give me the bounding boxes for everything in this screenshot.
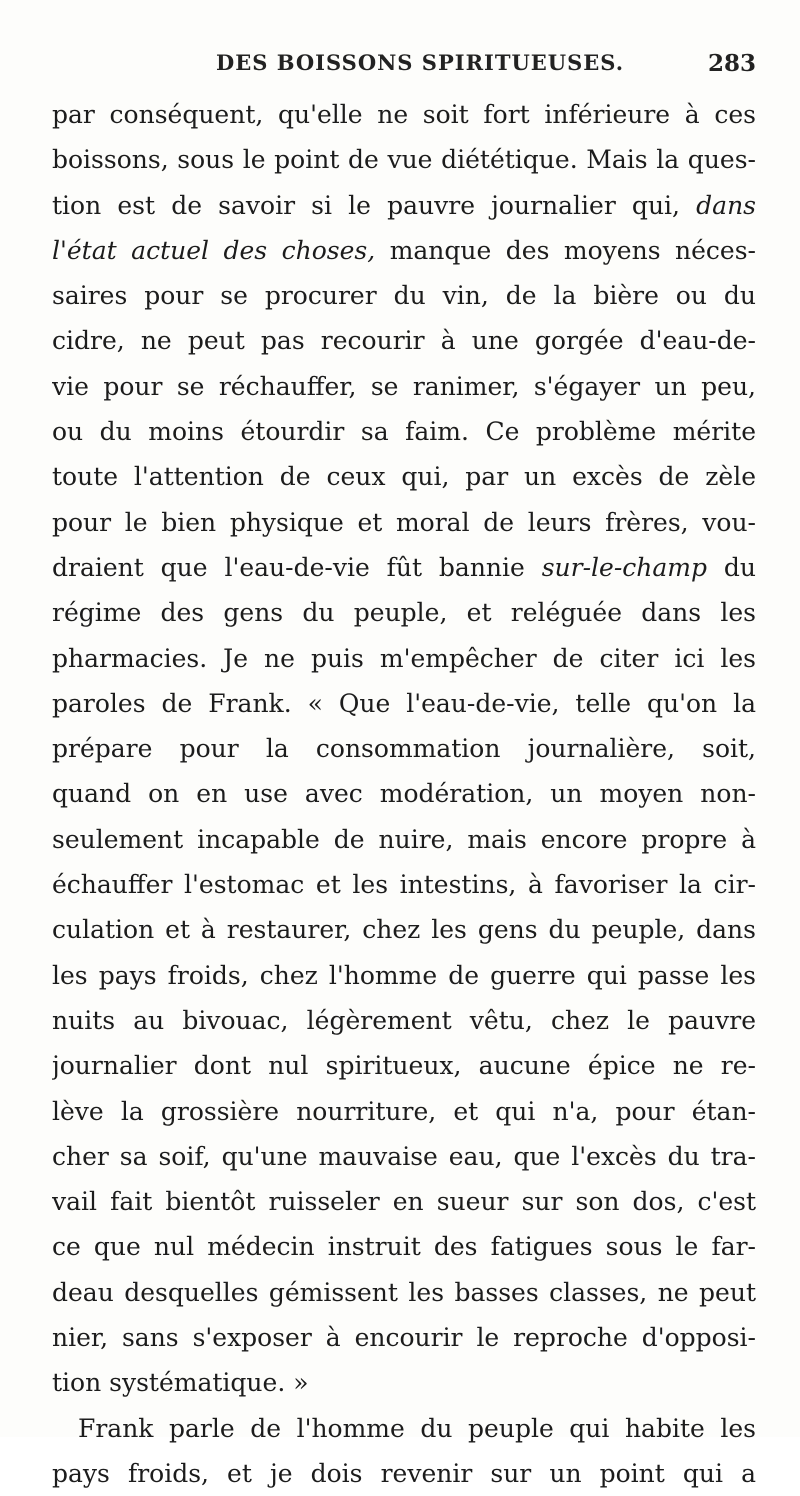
text-line: ce que nul médecin instruit des fatigues sous le far-	[52, 1232, 756, 1262]
text-line: tion est de savoir si le pauvre journalier qui, dans	[52, 190, 756, 220]
text-line: quand on en use avec modération, un moyen non-	[52, 779, 756, 809]
text-line: pharmacies. Je ne puis m'empêcher de citer ici les	[52, 643, 756, 673]
text-line: draient que l'eau-de-vie fût bannie sur-le-champ du	[52, 552, 756, 582]
text-line: tion systématique. »	[52, 1368, 309, 1398]
text-line: par conséquent, qu'elle ne soit fort inférieure à ces	[52, 100, 756, 129]
text-line: vail fait bientôt ruisseler en sueur sur son dos, c'est	[52, 1187, 756, 1217]
text-line: deau desquelles gémissent les basses classes, ne peut	[52, 1277, 756, 1307]
text-line: pour le bien physique et moral de leurs frères, vou-	[52, 507, 756, 537]
italic-text: sur-le-champ	[541, 552, 707, 582]
text-line: toute l'attention de ceux qui, par un excès de zèle	[52, 462, 756, 492]
text-line: Frank parle de l'homme du peuple qui habite les	[78, 1413, 756, 1443]
text-line: vie pour se réchauffer, se ranimer, s'égayer un peu,	[52, 371, 756, 401]
text-line: pays froids, et je dois revenir sur un point qui a	[52, 1458, 756, 1488]
text-line: cher sa soif, qu'une mauvaise eau, que l'excès du tra-	[52, 1141, 756, 1171]
text-line: les pays froids, chez l'homme de guerre qui passe les	[52, 960, 756, 990]
text-line: saires pour se procurer du vin, de la bière ou du	[52, 281, 756, 311]
text-line: seulement incapable de nuire, mais encore propre à	[52, 824, 756, 854]
text-line: boissons, sous le point de vue diététique. Mais la ques-	[52, 145, 756, 175]
text-line: l'état actuel des choses, manque des moyens néces-	[52, 235, 756, 265]
text-line: échauffer l'estomac et les intestins, à favoriser la cir-	[52, 870, 756, 900]
running-title: DES BOISSONS SPIRITUEUSES.	[216, 50, 624, 75]
italic-text: l'état actuel des choses,	[52, 235, 376, 265]
text-line: culation et à restaurer, chez les gens du peuple, dans	[52, 915, 756, 945]
text-line: journalier dont nul spiritueux, aucune épice ne re-	[52, 1051, 756, 1081]
text-line: nier, sans s'exposer à encourir le reproche d'opposi-	[52, 1323, 756, 1353]
text-line: cidre, ne peut pas recourir à une gorgée d'eau-de-	[52, 326, 756, 356]
italic-text: dans	[696, 190, 756, 220]
text-line: prépare pour la consommation journalière, soit,	[52, 734, 756, 764]
running-head	[52, 46, 756, 86]
text-line: paroles de Frank. « Que l'eau-de-vie, telle qu'on la	[52, 688, 756, 718]
text-line: ou du moins étourdir sa faim. Ce problème mérite	[52, 417, 756, 447]
text-line: lève la grossière nourriture, et qui n'a, pour étan-	[52, 1096, 756, 1126]
page-number: 283	[707, 50, 756, 77]
body-text	[52, 92, 756, 1496]
text-line: nuits au bivouac, légèrement vêtu, chez le pauvre	[52, 1005, 756, 1035]
text-line: régime des gens du peuple, et reléguée dans les	[52, 598, 756, 628]
